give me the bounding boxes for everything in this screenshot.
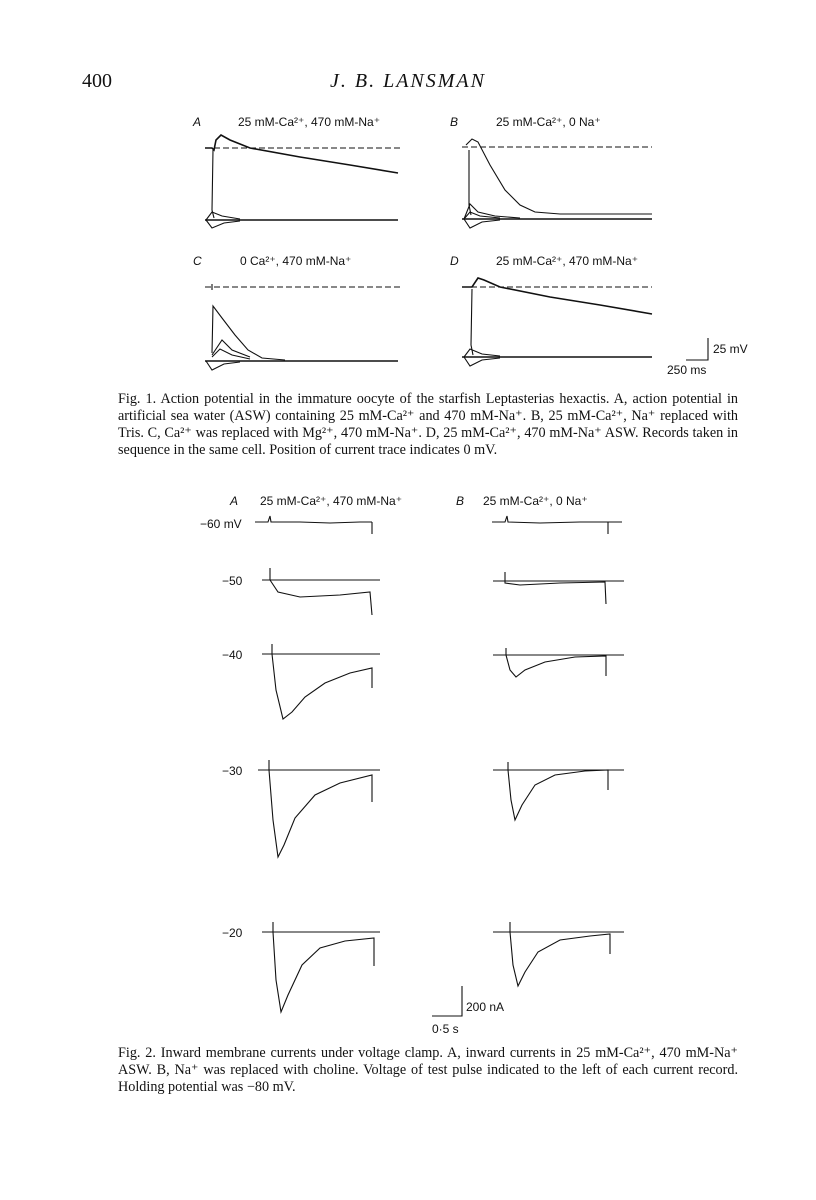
fig2-voltage-40: −40 bbox=[222, 648, 243, 662]
fig2-panel-b-letter: B bbox=[456, 494, 465, 508]
fig2-voltage-20: −20 bbox=[222, 926, 243, 940]
fig2-panel-b-condition: 25 mM-Ca²⁺, 0 Na⁺ bbox=[483, 494, 588, 508]
fig2-col-b-trace-60 bbox=[492, 516, 622, 534]
fig2-scale-bar bbox=[432, 986, 462, 1016]
fig2-col-a-trace-40 bbox=[262, 644, 380, 719]
fig2-col-a-trace-30 bbox=[258, 760, 380, 857]
fig1-panel-c-condition: 0 Ca²⁺, 470 mM-Na⁺ bbox=[240, 254, 352, 268]
fig2-col-a-trace-50 bbox=[262, 568, 380, 615]
fig1-scale-voltage: 25 mV bbox=[713, 342, 748, 356]
fig1-scale-time: 250 ms bbox=[667, 363, 707, 377]
fig1-panel-a-letter: A bbox=[193, 115, 202, 129]
fig1-panel-a-condition: 25 mM-Ca²⁺, 470 mM-Na⁺ bbox=[238, 115, 381, 129]
fig2-col-b-trace-20 bbox=[493, 922, 624, 986]
fig2-voltage-60: −60 mV bbox=[200, 517, 242, 531]
fig2-panel-a-letter: A bbox=[230, 494, 239, 508]
fig2-scale-current: 200 nA bbox=[466, 1000, 505, 1014]
fig2-caption: Fig. 2. Inward membrane currents under voltage clamp. A, inward currents in 25 mM-Ca²⁺, 470 mM-Na⁺ ASW. B, Na⁺ was replaced with choline. Voltage of test pulse indicated to the left of each current record. Holding potential was −80 mV. bbox=[118, 1045, 738, 1095]
fig1-panel-d-condition: 25 mM-Ca²⁺, 470 mM-Na⁺ bbox=[496, 254, 639, 268]
fig2-col-a-trace-20 bbox=[262, 922, 380, 1012]
fig2-col-b-trace-40 bbox=[493, 648, 624, 677]
fig2-voltage-50: −50 bbox=[222, 574, 243, 588]
fig1-panel-b-letter: B bbox=[450, 115, 459, 129]
fig2-col-b-trace-50 bbox=[493, 572, 624, 604]
fig2-voltage-30: −30 bbox=[222, 764, 243, 778]
page-number: 400 bbox=[82, 70, 112, 92]
fig2-scale-time: 0·5 s bbox=[432, 1022, 459, 1036]
running-head: J. B. LANSMAN bbox=[330, 70, 486, 92]
fig1-panel-c-letter: C bbox=[193, 254, 202, 268]
fig1-panel-d-letter: D bbox=[450, 254, 459, 268]
fig1-panel-b-condition: 25 mM-Ca²⁺, 0 Na⁺ bbox=[496, 115, 601, 129]
fig1-caption: Fig. 1. Action potential in the immature oocyte of the starfish Leptasterias hexactis. A, action potential in artificial sea water (ASW) containing 25 mM-Ca²⁺ and 470 mM-Na⁺. B, 25 mM-Ca²⁺, Na⁺ replaced with Tris. C, Ca²⁺ was replaced with Mg²⁺, 470 mM-Na⁺. D, 25 mM-Ca²⁺, 470 mM-Na⁺ ASW. Records taken in sequence in the same cell. Position of current trace indicates 0 mV. bbox=[118, 391, 738, 458]
fig2-col-b-trace-30 bbox=[493, 762, 624, 820]
fig2-panel-a-condition: 25 mM-Ca²⁺, 470 mM-Na⁺ bbox=[260, 494, 403, 508]
fig2-col-a-trace-60 bbox=[255, 516, 372, 534]
